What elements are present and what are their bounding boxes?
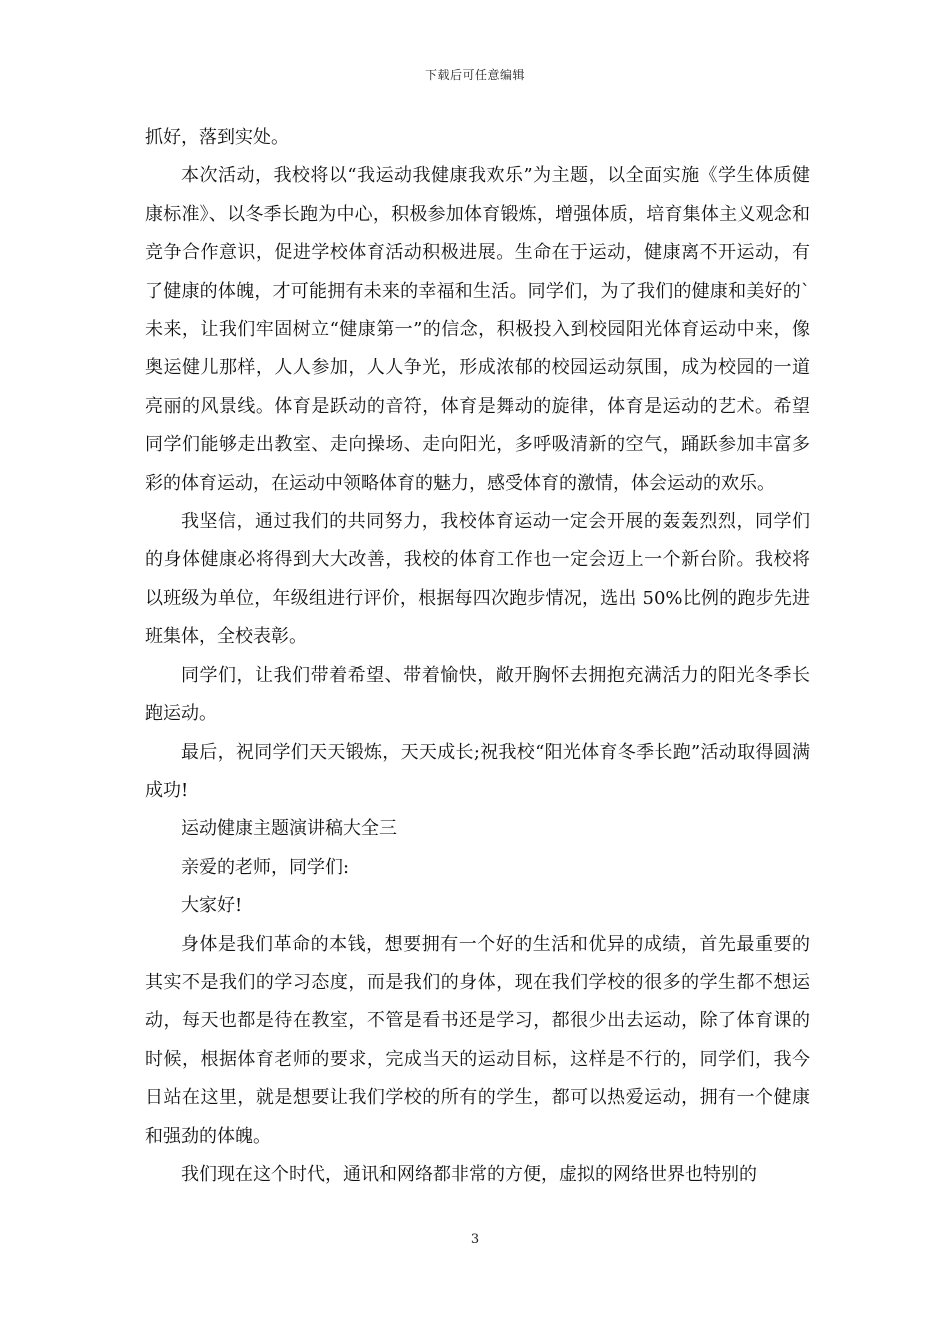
paragraph: 我们现在这个时代，通讯和网络都非常的方便，虚拟的网络世界也特别的	[181, 1163, 757, 1185]
salutation: 亲爱的老师，同学们:	[181, 856, 350, 878]
document-body	[145, 119, 810, 1194]
paragraph: 身体是我们革命的本钱，想要拥有一个好的生活和优异的成绩，首先最重要的其实不是我们的学习态度，而是我们的身体，现在我们学校的很多的学生都不想运动，每天也都是待在教室，不管是看书还是学习，都很少出去运动，除了体育课的时候，根据体育老师的要求，完成当天的运动目标，这样是不行的，同学们，我今日站在这里，就是想要让我们学校的所有的学生，都可以热爱运动，拥有一个健康和强劲的体魄。	[145, 933, 810, 1147]
paragraph: 同学们，让我们带着希望、带着愉快，敞开胸怀去拥抱充满活力的阳光冬季长跑运动。	[145, 664, 810, 725]
paragraph: 最后，祝同学们天天锻炼，天天成长;祝我校“阳光体育冬季长跑”活动取得圆满成功!	[145, 741, 810, 801]
greeting: 大家好!	[181, 895, 243, 917]
paragraph: 抓好，落到实处。	[145, 127, 289, 148]
paragraph: 我坚信，通过我们的共同努力，我校体育运动一定会开展的轰轰烈烈，同学们的身体健康必将得到大大改善，我校的体育工作也一定会迈上一个新台阶。我校将以班级为单位，年级组进行评价，根据每四次跑步情况，选出 50%比例的跑步先进班集体，全校表彰。	[145, 511, 810, 648]
section-heading: 运动健康主题演讲稿大全三	[181, 818, 397, 840]
page-header: 下载后可任意编辑	[424, 68, 525, 82]
paragraph: 本次活动，我校将以“我运动我健康我欢乐”为主题，以全面实施《学生体质健康标准》、以冬季长跑为中心，积极参加体育锻炼，增强体质，培育集体主义观念和竞争合作意识，促进学校体育活动积极进展。生命在于运动，健康离不开运动，有了健康的体魄，才可能拥有未来的幸福和生活。同学们，为了我们的健康和美好的`未来，让我们牢固树立“健康第一”的信念，积极投入到校园阳光体育运动中来，像奥运健儿那样，人人参加，人人争光，形成浓郁的校园运动氛围，成为校园的一道亮丽的风景线。体育是跃动的音符，体育是舞动的旋律，体育是运动的艺术。希望同学们能够走出教室、走向操场、走向阳光，多呼吸清新的空气，踊跃参加丰富多彩的体育运动，在运动中领略体育的魅力，感受体育的激情，体会运动的欢乐。	[145, 165, 810, 494]
page-number: 3	[470, 1232, 480, 1247]
